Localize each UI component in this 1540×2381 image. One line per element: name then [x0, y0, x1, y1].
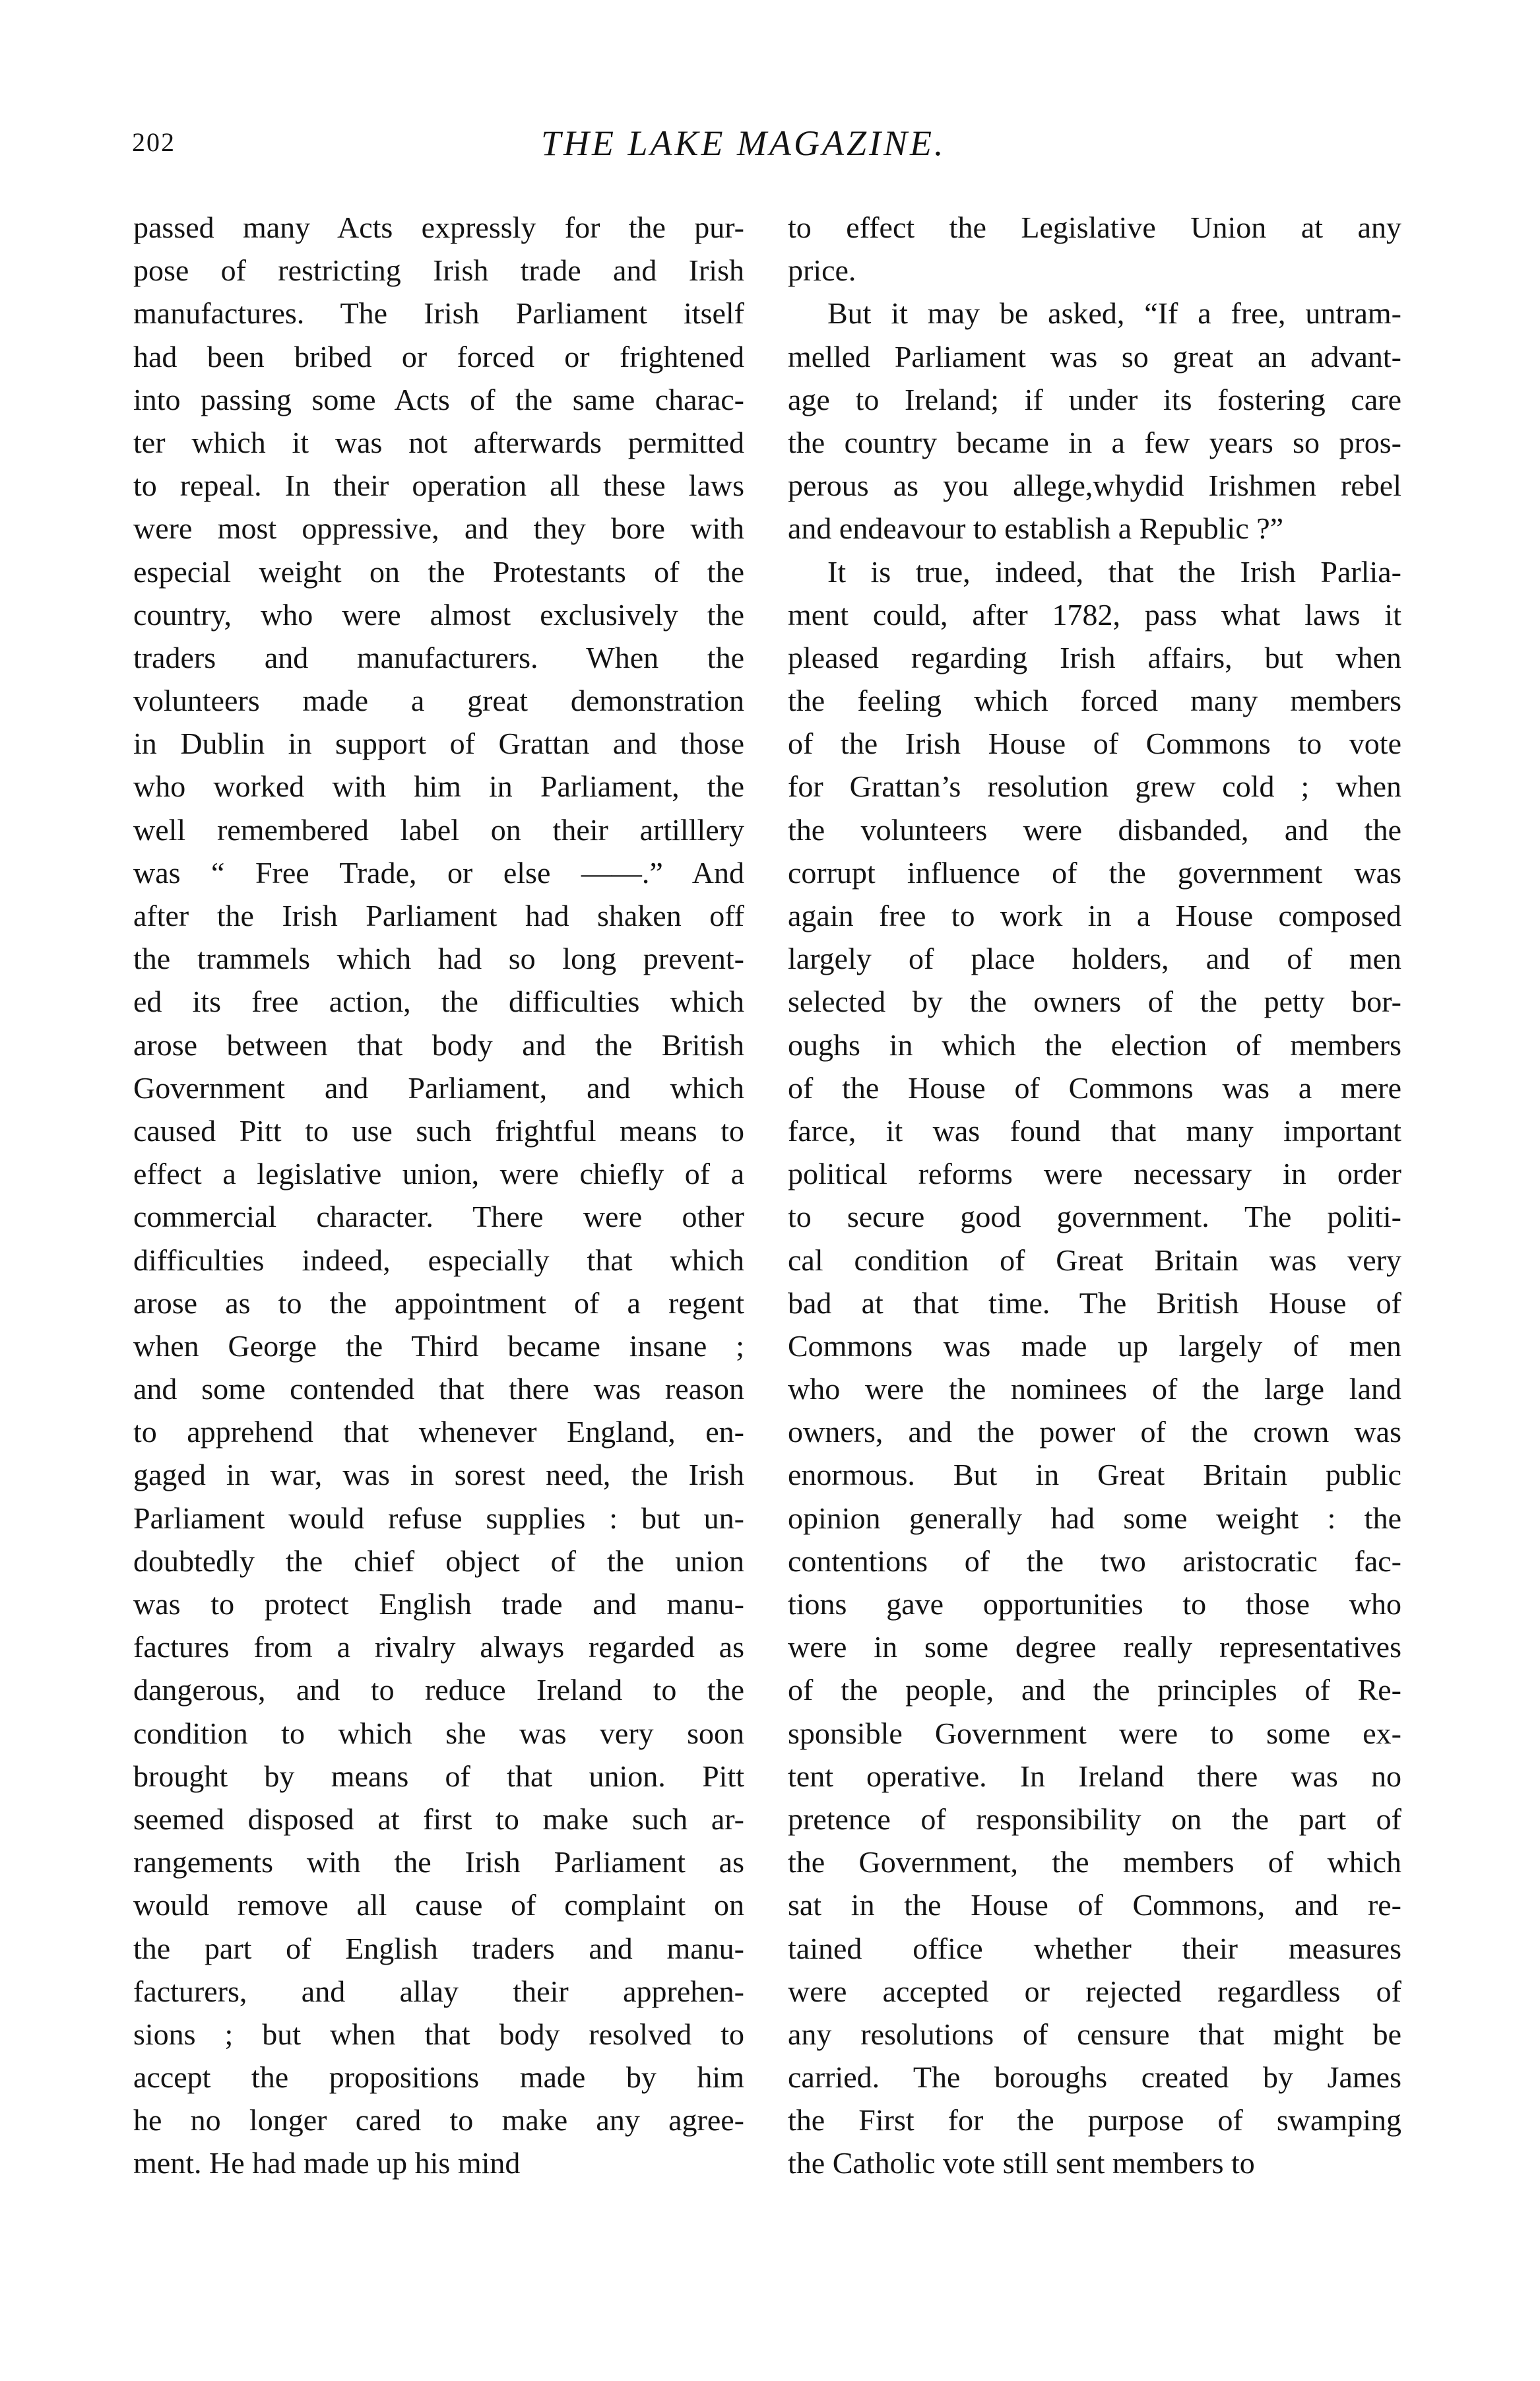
text-line: the feeling which forced many members — [788, 684, 1401, 718]
text-line: condition to which she was very soon — [133, 1716, 744, 1750]
text-line: to repeal. In their operation all these laws — [133, 469, 744, 503]
text-line: well remembered label on their artilllery — [133, 812, 744, 847]
right-column — [788, 206, 1401, 2185]
text-line: tained office whether their measures — [788, 1931, 1401, 1965]
text-line: manufactures. The Irish Parliament itself — [133, 296, 744, 331]
text-line: especial weight on the Protestants of the — [133, 554, 744, 589]
text-line: and some contended that there was reason — [133, 1372, 744, 1406]
text-line: the trammels which had so long prevent- — [133, 942, 744, 976]
text-line: enormous. But in Great Britain public — [788, 1458, 1401, 1492]
text-line: dangerous, and to reduce Ireland to the — [133, 1673, 744, 1707]
text-line: to apprehend that whenever England, en- — [133, 1415, 744, 1449]
text-line: opinion generally had some weight : the — [788, 1501, 1401, 1535]
text-line: ment. He had made up his mind — [133, 2146, 521, 2180]
text-line: largely of place holders, and of men — [788, 942, 1401, 976]
text-line: when George the Third became insane ; — [133, 1328, 744, 1363]
text-line: the Government, the members of which — [788, 1845, 1401, 1879]
text-line: age to Ireland; if under its fostering care — [788, 382, 1401, 416]
text-line: were most oppressive, and they bore with — [133, 511, 744, 546]
text-line: corrupt influence of the government was — [788, 855, 1401, 890]
text-line: tent operative. In Ireland there was no — [788, 1759, 1401, 1793]
text-line: Parliament would refuse supplies : but un- — [133, 1501, 744, 1535]
text-line: of the people, and the principles of Re- — [788, 1673, 1401, 1707]
text-line: after the Irish Parliament had shaken off — [133, 899, 744, 932]
text-line: pose of restricting Irish trade and Irish — [133, 253, 744, 288]
text-line: traders and manufacturers. When the — [133, 640, 744, 674]
text-line: owners, and the power of the crown was — [788, 1415, 1401, 1449]
text-line: selected by the owners of the petty bor- — [788, 985, 1401, 1019]
text-line: the part of English traders and manu- — [133, 1931, 744, 1965]
text-line: accept the propositions made by him — [133, 2060, 744, 2095]
text-line: seemed disposed at first to make such ar- — [133, 1802, 744, 1836]
text-line: rangements with the Irish Parliament as — [133, 1845, 744, 1879]
text-line: to secure good government. The politi- — [788, 1200, 1401, 1234]
text-line: carried. The boroughs created by James — [788, 2060, 1401, 2095]
text-line: contentions of the two aristocratic fac- — [788, 1544, 1401, 1578]
text-line: brought by means of that union. Pitt — [133, 1759, 744, 1793]
text-line: into passing some Acts of the same charac- — [133, 382, 744, 416]
text-line: volunteers made a great demonstration — [133, 684, 744, 718]
text-line: were in some degree really representatives — [788, 1630, 1401, 1664]
text-line: the volunteers were disbanded, and the — [788, 812, 1401, 847]
text-line: any resolutions of censure that might be — [788, 2017, 1401, 2051]
text-line: ed its free action, the difficulties which — [133, 985, 744, 1019]
text-line: factures from a rivalry always regarded as — [133, 1630, 744, 1664]
text-line: would remove all cause of complaint on — [133, 1888, 744, 1922]
text-line: pleased regarding Irish affairs, but when — [788, 640, 1401, 674]
text-line: and endeavour to establish a Republic ?” — [788, 511, 1284, 546]
text-line: in Dublin in support of Grattan and those — [133, 727, 744, 761]
text-line: sat in the House of Commons, and re- — [788, 1888, 1401, 1922]
text-line: pretence of responsibility on the part of — [788, 1802, 1401, 1836]
text-line: bad at that time. The British House of — [788, 1286, 1401, 1320]
text-line: melled Parliament was so great an advant- — [788, 339, 1401, 374]
text-line: difficulties indeed, especially that which — [133, 1243, 744, 1277]
text-line: Government and Parliament, and which — [133, 1070, 744, 1105]
text-line: was “ Free Trade, or else ——.” And — [133, 855, 744, 890]
text-line: arose as to the appointment of a regent — [133, 1286, 744, 1320]
text-line: But it may be asked, “If a free, untram- — [827, 296, 1401, 331]
text-line: political reforms were necessary in order — [788, 1157, 1401, 1191]
text-line: caused Pitt to use such frightful means to — [133, 1113, 744, 1148]
text-line: for Grattan’s resolution grew cold ; when — [788, 769, 1401, 804]
text-line: effect a legislative union, were chiefly of a — [133, 1157, 744, 1191]
text-line: ter which it was not afterwards permitted — [133, 425, 744, 459]
text-line: ment could, after 1782, pass what laws it — [788, 597, 1401, 632]
text-line: were accepted or rejected regardless of — [788, 1974, 1401, 2008]
text-line: of the House of Commons was a mere — [788, 1070, 1401, 1105]
text-line: arose between that body and the British — [133, 1027, 744, 1062]
text-line: cal condition of Great Britain was very — [788, 1243, 1401, 1277]
text-line: who worked with him in Parliament, the — [133, 769, 744, 804]
text-line: facturers, and allay their apprehen- — [133, 1974, 744, 2008]
text-line: who were the nominees of the large land — [788, 1372, 1401, 1406]
text-line: gaged in war, was in sorest need, the Irish — [133, 1458, 744, 1492]
text-line: passed many Acts expressly for the pur- — [133, 211, 744, 244]
left-column — [133, 206, 744, 2185]
text-line: sions ; but when that body resolved to — [133, 2017, 744, 2051]
text-line: perous as you allege,whydid Irishmen rebel — [788, 469, 1401, 503]
text-line: again free to work in a House composed — [788, 899, 1401, 932]
text-line: It is true, indeed, that the Irish Parlia- — [827, 554, 1401, 589]
text-line: of the Irish House of Commons to vote — [788, 727, 1401, 761]
text-line: commercial character. There were other — [133, 1200, 744, 1234]
page-number: 202 — [132, 127, 176, 157]
text-line: price. — [788, 253, 856, 288]
text-line: country, who were almost exclusively the — [133, 597, 744, 632]
running-title: THE LAKE MAGAZINE. — [541, 123, 946, 163]
text-line: was to protect English trade and manu- — [133, 1587, 744, 1621]
text-line: he no longer cared to make any agree- — [133, 2103, 744, 2137]
text-line: doubtedly the chief object of the union — [133, 1544, 744, 1578]
text-line: sponsible Government were to some ex- — [788, 1716, 1401, 1750]
text-line: the Catholic vote still sent members to — [788, 2146, 1255, 2180]
text-line: tions gave opportunities to those who — [788, 1587, 1401, 1621]
text-line: to effect the Legislative Union at any — [788, 211, 1401, 244]
text-line: oughs in which the election of members — [788, 1027, 1401, 1062]
text-line: the First for the purpose of swamping — [788, 2103, 1401, 2137]
text-line: the country became in a few years so pros- — [788, 425, 1401, 459]
text-line: farce, it was found that many important — [788, 1113, 1401, 1148]
text-line: had been bribed or forced or frightened — [133, 339, 744, 374]
text-line: Commons was made up largely of men — [788, 1328, 1401, 1363]
